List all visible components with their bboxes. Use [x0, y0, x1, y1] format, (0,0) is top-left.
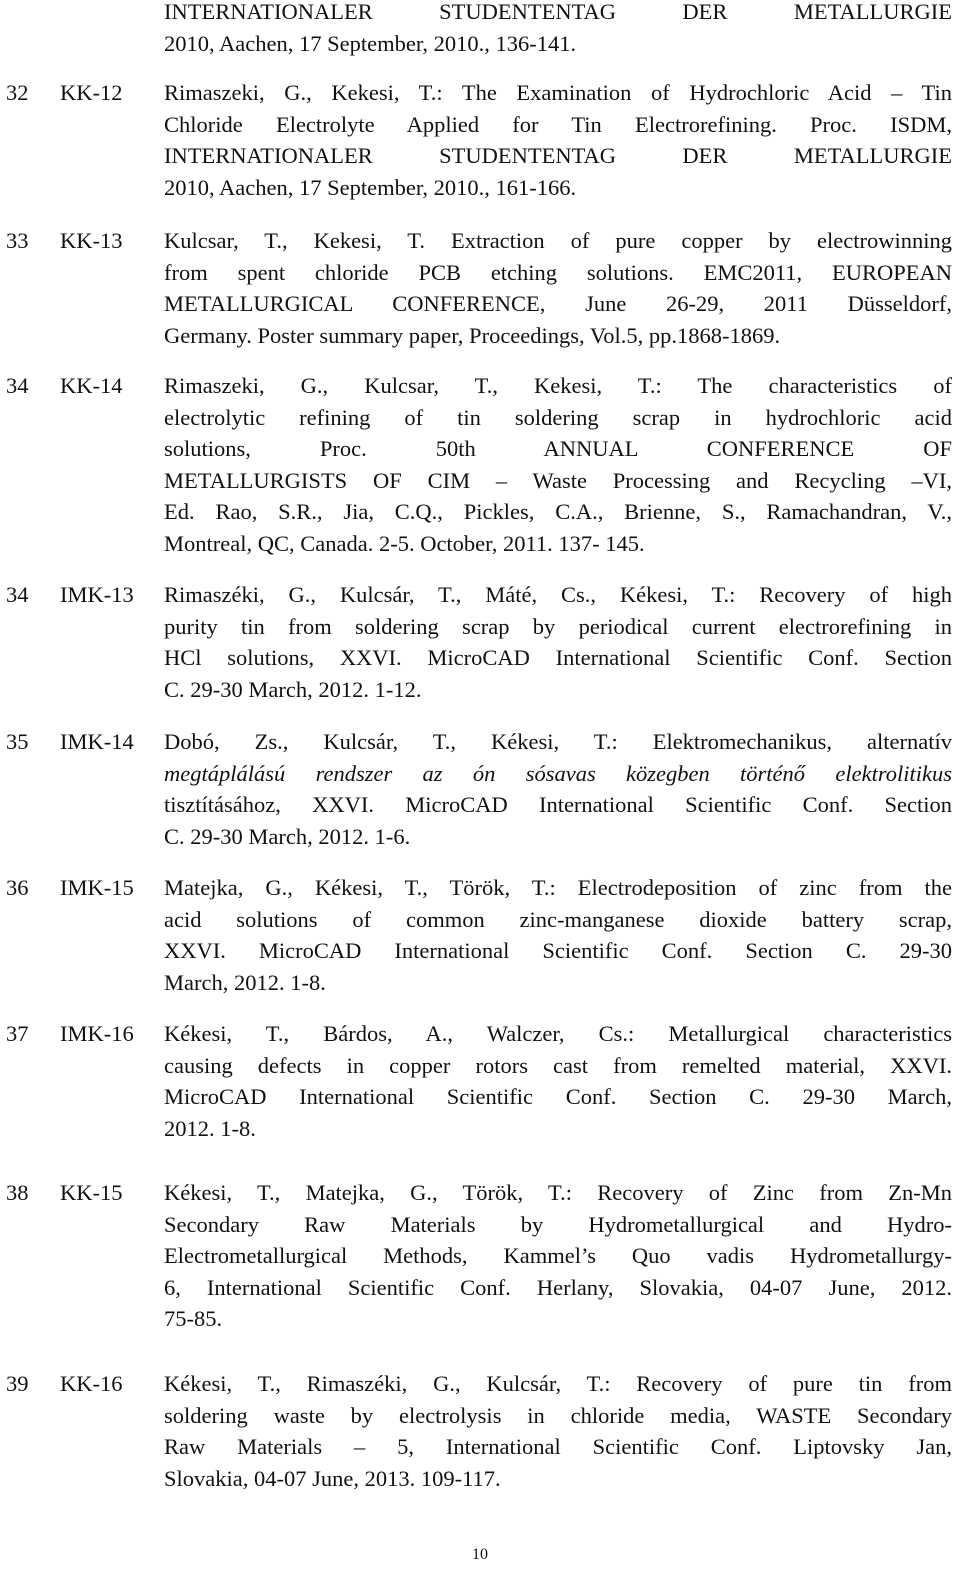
reference-line: Rimaszéki, G., Kulcsár, T., Máté, Cs., Kékesi, T.: Recovery of high [164, 582, 952, 607]
reference-line: Rimaszeki, G., Kekesi, T.: The Examination of Hydrochloric Acid – Tin [164, 80, 952, 105]
reference-number: 35 [6, 729, 29, 754]
reference-number: 39 [6, 1371, 29, 1396]
reference-line: Rimaszeki, G., Kulcsar, T., Kekesi, T.: The characteristics of [164, 373, 952, 398]
reference-code: KK-16 [60, 1371, 123, 1396]
reference-number: 33 [6, 228, 29, 253]
reference-line: INTERNATIONALER STUDENTENTAG DER METALLURGIE [164, 143, 952, 168]
reference-line: from spent chloride PCB etching solutions. EMC2011, EUROPEAN [164, 259, 952, 285]
reference-number: 38 [6, 1180, 29, 1205]
reference-text [164, 1177, 952, 1335]
reference-line: solutions, Proc. 50th ANNUAL CONFERENCE OF [164, 436, 952, 461]
reference-line: Matejka, G., Kékesi, T., Török, T.: Electrodeposition of zinc from the [164, 875, 952, 900]
reference-line: Kékesi, T., Bárdos, A., Walczer, Cs.: Metallurgical characteristics [164, 1021, 952, 1046]
reference-line: purity tin from soldering scrap by periodical current electrorefining in [164, 613, 952, 639]
reference-number: 34 [6, 582, 29, 607]
reference-number: 36 [6, 875, 29, 900]
reference-line: March, 2012. 1-8. [164, 969, 326, 995]
reference-line: 6, International Scientific Conf. Herlany, Slovakia, 04-07 June, 2012. [164, 1274, 952, 1300]
reference-text [164, 225, 952, 351]
reference-line: acid solutions of common zinc-manganese dioxide battery scrap, [164, 906, 952, 932]
reference-line: METALLURGISTS OF CIM – Waste Processing and Recycling –VI, [164, 467, 952, 493]
reference-line: INTERNATIONALER STUDENTENTAG DER METALLURGIE [164, 0, 952, 24]
reference-line: Montreal, QC, Canada. 2-5. October, 2011. 137- 145. [164, 530, 645, 556]
reference-line: Electrometallurgical Methods, Kammel’s Quo vadis Hydrometallurgy- [164, 1243, 952, 1268]
reference-line: megtáplálású rendszer az ón sósavas közegben történő elektrolitikus [164, 760, 952, 786]
reference-line: 75-85. [164, 1306, 223, 1331]
reference-code: IMK-14 [60, 729, 134, 754]
reference-line: HCl solutions, XXVI. MicroCAD International Scientific Conf. Section [164, 645, 952, 670]
reference-text [164, 1018, 952, 1144]
reference-code: KK-12 [60, 80, 123, 105]
reference-line: METALLURGICAL CONFERENCE, June 26-29, 2011 Düsseldorf, [164, 291, 952, 316]
page-number: 10 [472, 1546, 488, 1563]
reference-line: tisztításához, XXVI. MicroCAD International Scientific Conf. Section [164, 792, 952, 817]
reference-line: Dobó, Zs., Kulcsár, T., Kékesi, T.: Elektromechanikus, alternatív [164, 729, 952, 754]
reference-code: KK-15 [60, 1180, 123, 1205]
reference-text [164, 726, 952, 852]
reference-text [164, 370, 952, 559]
reference-line: Raw Materials – 5, International Scientific Conf. Liptovsky Jan, [164, 1434, 952, 1459]
reference-line: causing defects in copper rotors cast from remelted material, XXVI. [164, 1052, 952, 1078]
reference-line: soldering waste by electrolysis in chloride media, WASTE Secondary [164, 1402, 952, 1428]
reference-text [164, 872, 952, 998]
reference-line: C. 29-30 March, 2012. 1-12. [164, 676, 422, 702]
reference-text [164, 77, 952, 203]
reference-line: Kékesi, T., Rimaszéki, G., Kulcsár, T.: Recovery of pure tin from [164, 1371, 952, 1396]
reference-code: IMK-13 [60, 582, 134, 607]
reference-number: 37 [6, 1021, 29, 1046]
reference-code: KK-14 [60, 373, 123, 398]
reference-line: electrolytic refining of tin soldering scrap in hydrochloric acid [164, 404, 952, 430]
reference-number: 32 [6, 80, 29, 105]
reference-line: Chloride Electrolyte Applied for Tin Electrorefining. Proc. ISDM, [164, 111, 952, 137]
reference-line: 2010, Aachen, 17 September, 2010., 161-166. [164, 174, 577, 200]
reference-line: 2010, Aachen, 17 September, 2010., 136-141. [164, 30, 577, 56]
reference-text [164, 579, 952, 705]
reference-code: IMK-16 [60, 1021, 134, 1046]
reference-line: C. 29-30 March, 2012. 1-6. [164, 823, 411, 849]
reference-line: 2012. 1-8. [164, 1115, 256, 1141]
reference-code: IMK-15 [60, 875, 134, 900]
reference-line: Kékesi, T., Matejka, G., Török, T.: Recovery of Zinc from Zn-Mn [164, 1180, 952, 1205]
reference-line: Secondary Raw Materials by Hydrometallurgical and Hydro- [164, 1211, 952, 1237]
reference-line: Kulcsar, T., Kekesi, T. Extraction of pure copper by electrowinning [164, 228, 952, 253]
reference-line: Slovakia, 04-07 June, 2013. 109-117. [164, 1465, 501, 1491]
reference-text [164, 0, 952, 59]
reference-line: Ed. Rao, S.R., Jia, C.Q., Pickles, C.A., Brienne, S., Ramachandran, V., [164, 499, 952, 524]
reference-line: MicroCAD International Scientific Conf. Section C. 29-30 March, [164, 1084, 952, 1109]
reference-code: KK-13 [60, 228, 123, 253]
reference-number: 34 [6, 373, 29, 398]
reference-text [164, 1368, 952, 1494]
reference-line: XXVI. MicroCAD International Scientific Conf. Section C. 29-30 [164, 938, 952, 963]
reference-line: Germany. Poster summary paper, Proceedings, Vol.5, pp.1868-1869. [164, 322, 781, 348]
